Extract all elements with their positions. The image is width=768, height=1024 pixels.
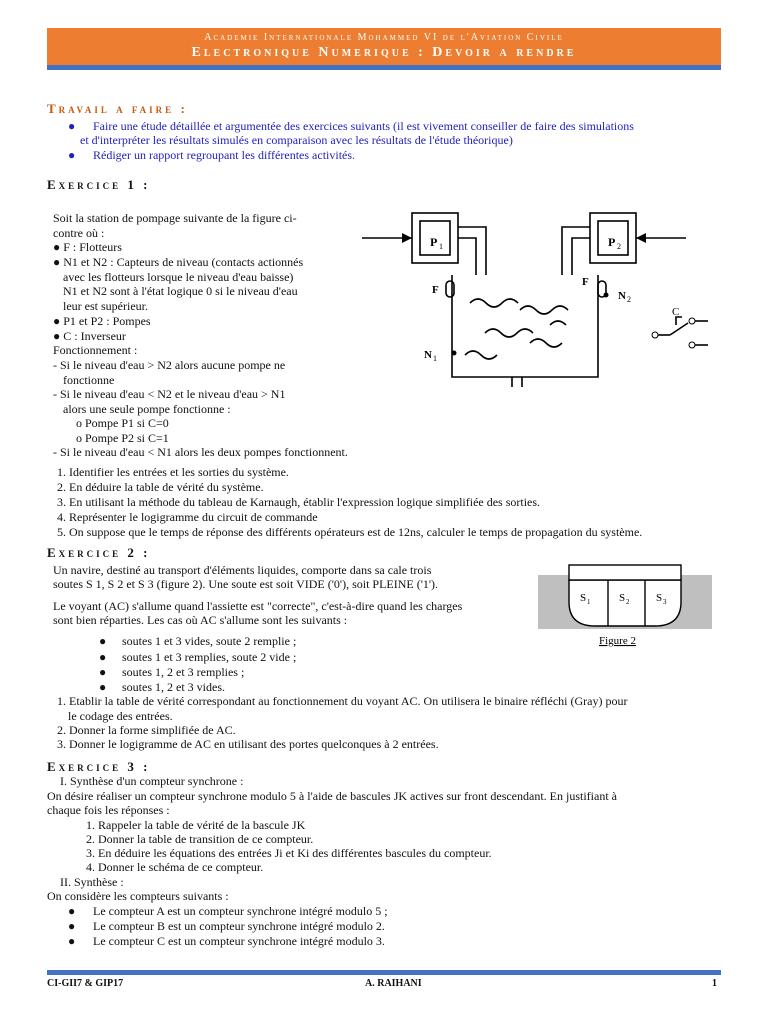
ex1-question: 5. On suppose que le temps de réponse des différents opérateurs est de 12ns, calculer le temps de propagation du système. xyxy=(57,525,643,539)
page-header xyxy=(47,28,721,65)
label-n2-sub: 2 xyxy=(627,295,631,304)
hold-s2-label: S xyxy=(619,592,626,604)
ex3-subheading-1: I. Synthèse d'un compteur synchrone : xyxy=(60,774,244,788)
ex3-counter: Le compteur A est un compteur synchrone intégré modulo 5 ; xyxy=(93,904,388,918)
ex1-question: 2. En déduire la table de vérité du système. xyxy=(57,480,264,494)
ex2-question: 2. Donner la forme simplifiée de AC. xyxy=(57,723,236,737)
ship-hold-figure xyxy=(535,560,715,655)
ex1-text-line: - Si le niveau d'eau < N2 et le niveau d'eau > N1 xyxy=(53,387,286,401)
hold-s1-sub: 1 xyxy=(587,598,591,606)
ex1-text-line: contre où : xyxy=(53,225,105,240)
travail-bullet-1-cont: et d'interpréter les résultats simulés en comparaison avec les résultats de l'étude théorique) xyxy=(80,133,513,147)
ex3-question: 4. Donner le schéma de ce compteur. xyxy=(86,860,264,874)
ex1-text-line: ● F : Flotteurs xyxy=(53,240,122,254)
ex1-text-line: N1 et N2 sont à l'état logique 0 si le niveau d'eau xyxy=(63,284,298,298)
ex3-title: Exercice 3 : xyxy=(47,759,151,774)
ex1-text-line: Soit la station de pompage suivante de la figure ci- xyxy=(53,211,297,225)
ex2-question: 3. Donner le logigramme de AC en utilisant des portes quelconques à 2 entrées. xyxy=(57,737,439,751)
travail-bullet-2: Rédiger un rapport regroupant les différentes activités. xyxy=(93,148,356,162)
label-f-right: F xyxy=(582,276,589,288)
ex2-case: soutes 1 et 3 vides, soute 2 remplie ; xyxy=(122,634,297,648)
bullet-dot: ● xyxy=(68,904,76,918)
ex3-subheading-2: II. Synthèse : xyxy=(60,875,124,889)
hold-s3-label: S xyxy=(656,592,663,604)
footer-left: CI-GII7 & GIP17 xyxy=(47,978,124,989)
footer-stripe xyxy=(47,970,721,975)
ex1-text-line: avec les flotteurs lorsque le niveau d'eau baisse) xyxy=(63,269,294,284)
footer-page-number: 1 xyxy=(712,978,717,989)
ex2-case: soutes 1, 2 et 3 remplies ; xyxy=(122,665,245,679)
hold-s2-sub: 2 xyxy=(626,598,630,606)
label-f-left: F xyxy=(432,284,439,296)
bullet-dot: ● xyxy=(99,680,107,694)
ex1-text-line: alors une seule pompe fonctionne : xyxy=(63,401,231,416)
ex3-question: 2. Donner la table de transition de ce compteur. xyxy=(86,832,314,846)
ex1-question: 1. Identifier les entrées et les sorties du système. xyxy=(57,465,289,479)
label-p2-sub: 2 xyxy=(617,242,621,251)
header-stripe xyxy=(47,65,721,70)
header-institution: Academie Internationale Mohammed VI de l'Aviation Civile xyxy=(204,32,564,43)
ex1-text-line: fonctionne xyxy=(63,372,115,387)
ex1-text-line: ● P1 et P2 : Pompes xyxy=(53,314,151,328)
ex3-question: 1. Rappeler la table de vérité de la bascule JK xyxy=(86,818,306,832)
ex2-intro-line: Un navire, destiné au transport d'éléments liquides, comporte dans sa cale trois xyxy=(53,563,432,577)
ex1-question: 3. En utilisant la méthode du tableau de Karnaugh, établir l'expression logique simplifiée des sorties. xyxy=(57,495,541,509)
ex3-intro-line: On désire réaliser un compteur synchrone modulo 5 à l'aide de bascules JK actives sur front descendant. En justifiant à xyxy=(47,789,617,803)
pumping-station-figure xyxy=(340,205,740,400)
bullet-dot: ● xyxy=(68,148,76,162)
ex1-question: 4. Représenter le logigramme du circuit de commande xyxy=(57,510,318,524)
ex3-counter: Le compteur B est un compteur synchrone intégré modulo 2. xyxy=(93,919,385,933)
label-n2: N xyxy=(618,290,626,302)
ex2-question: 1. Etablir la table de vérité correspondant au fonctionnement du voyant AC. On utilisera le binaire réfléchi (Gray) pour xyxy=(57,694,628,708)
ex1-title: Exercice 1 : xyxy=(47,177,151,192)
hold-s1-label: S xyxy=(580,592,587,604)
ex1-text-line: - Si le niveau d'eau < N1 alors les deux pompes fonctionnent. xyxy=(53,445,348,459)
ex2-title: Exercice 2 : xyxy=(47,545,151,560)
label-n1: N xyxy=(424,349,432,361)
ex1-text-line: ● C : Inverseur xyxy=(53,328,126,343)
ex1-text-line: - Si le niveau d'eau > N2 alors aucune pompe ne xyxy=(53,358,286,372)
ex1-text-line: o Pompe P1 si C=0 xyxy=(76,416,169,430)
ex3-intro-2: On considère les compteurs suivants : xyxy=(47,889,229,903)
header-title: Electronique Numerique : Devoir a rendre xyxy=(191,45,577,60)
travail-title: Travail a faire : xyxy=(47,101,188,116)
ex2-question-cont: le codage des entrées. xyxy=(68,709,173,723)
label-p1: P xyxy=(430,235,438,249)
ex2-case: soutes 1, 2 et 3 vides. xyxy=(122,680,225,694)
footer-author: A. RAIHANI xyxy=(365,978,422,989)
ex1-text-line: Fonctionnement : xyxy=(53,343,138,357)
label-p1-sub: 1 xyxy=(439,242,443,251)
ex1-text-line: leur est supérieur. xyxy=(63,298,148,313)
bullet-dot: ● xyxy=(99,650,107,664)
travail-bullet-1: Faire une étude détaillée et argumentée des exercices suivants (il est vivement conseiller de faire des simulations xyxy=(93,119,634,133)
ex2-intro-line: Le voyant (AC) s'allume quand l'assiette est "correcte", c'est-à-dire quand les charges xyxy=(53,599,463,613)
bullet-dot: ● xyxy=(99,634,107,648)
ex3-counter: Le compteur C est un compteur synchrone intégré modulo 3. xyxy=(93,934,385,948)
bullet-dot: ● xyxy=(99,665,107,679)
bullet-dot: ● xyxy=(68,934,76,948)
hold-s3-sub: 3 xyxy=(663,598,667,606)
ex1-text-line: o Pompe P2 si C=1 xyxy=(76,430,169,445)
ex1-text-line: ● N1 et N2 : Capteurs de niveau (contacts actionnés xyxy=(53,255,304,269)
ex3-intro-line: chaque fois les réponses : xyxy=(47,803,170,817)
bullet-dot: ● xyxy=(68,119,76,133)
bullet-dot: ● xyxy=(68,919,76,933)
ex2-case: soutes 1 et 3 remplies, soute 2 vide ; xyxy=(122,650,297,664)
label-n1-sub: 1 xyxy=(433,354,437,363)
ex2-intro-line: soutes S 1, S 2 et S 3 (figure 2). Une soute est soit VIDE ('0'), soit PLEINE ('1'). xyxy=(53,577,439,591)
label-c: C xyxy=(672,306,680,318)
label-p2: P xyxy=(608,235,616,249)
figure-2-caption: Figure 2 xyxy=(599,635,636,647)
ex2-intro-line: sont bien réparties. Les cas où AC s'allume sont les suivants : xyxy=(53,613,348,627)
ex3-question: 3. En déduire les équations des entrées Ji et Ki des différentes bascules du compteur. xyxy=(86,846,492,860)
